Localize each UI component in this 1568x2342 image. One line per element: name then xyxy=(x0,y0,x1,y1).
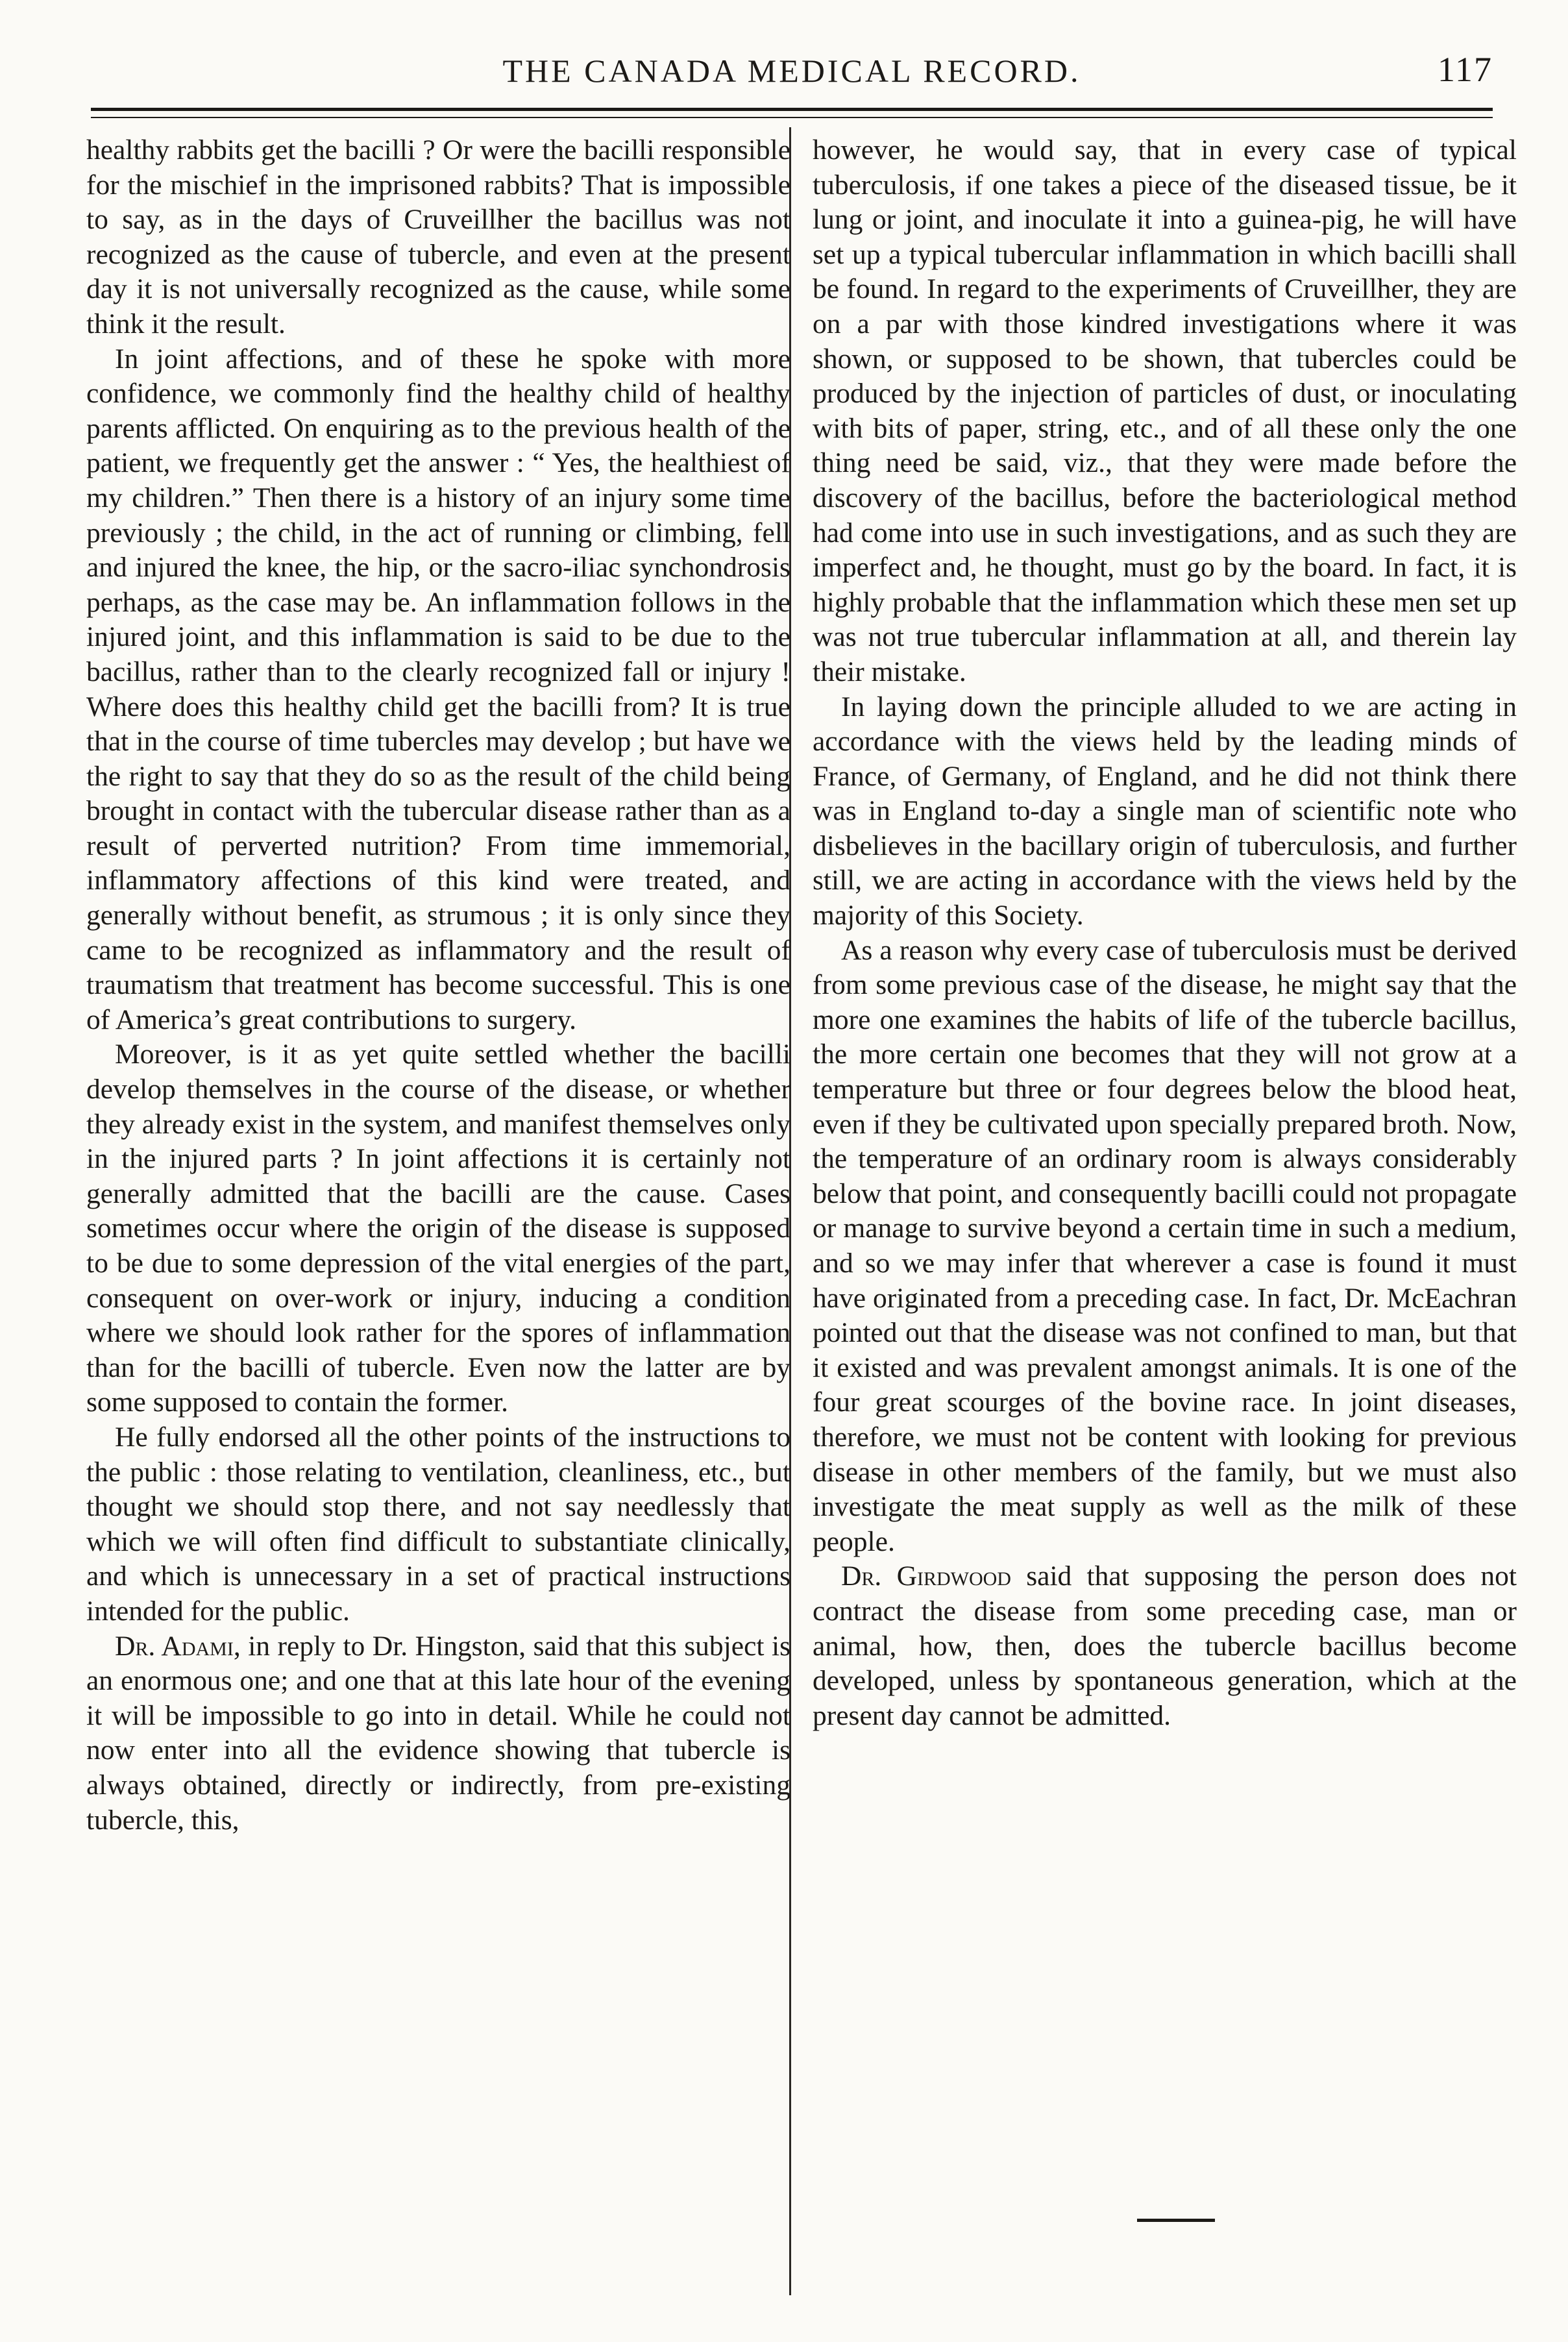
paragraph-text: in reply to Dr. Hingston, said that this subject is an enormous one; and one that at this late hour of the evening it will be impossible to go into in detail. While he could not now enter into all the evidence showing that tubercle is always obtained, directly or indirectly, from pre-existing tubercle, this, xyxy=(86,1630,790,1836)
paragraph: Moreover, is it as yet quite settled whether the bacilli develop themselves in the course of the disease, or whether they already exist in the system, and manifest themselves only in the injured parts ? In joint affections it is certainly not generally admitted that the bacilli are the cause. Cases sometimes occur where the origin of the disease is supposed to be due to some depression of the vital energies of the part, consequent on over-work or injury, inducing a condition where we should look rather for the spores of inflammation than for the bacilli of tubercle. Even now the latter are by some supposed to contain the former. xyxy=(86,1039,790,1418)
left-column xyxy=(86,133,790,1838)
paragraph: In laying down the principle alluded to we are acting in accordance with the views held by the leading minds of France, of Germany, of England, and he did not think there was in England to-day a single man of scientific note who disbelieves in the bacillary origin of tuberculosis, and further still, we are acting in accordance with the views held by the majority of this Society. xyxy=(813,691,1517,931)
paragraph xyxy=(813,1559,1517,1733)
speaker-name: Dr. Girdwood xyxy=(841,1560,1011,1592)
paragraph: As a reason why every case of tuberculosis must be derived from some previous case of the disease, he might say that the more one examines the habits of life of the tubercle bacillus, the more certain one becomes that they will not grow at a temperature but three or four degrees below the blood heat, even if they be cultivated upon specially prepared broth. Now, the temperature of an ordinary room is always considerably below that point, and consequently bacilli could not propagate or manage to survive beyond a certain time in such a medium, and so we may infer that wherever a case is found it must have originated from a preceding case. In fact, Dr. McEachran pointed out that the disease was not confined to man, but that it existed and was prevalent amongst animals. It is one of the four great scourges of the bovine race. In joint diseases, therefore, we must not be content with looking for previous disease in other members of the family, but we must also investigate the meat supply as well as the milk of these people. xyxy=(813,934,1517,1557)
paragraph-text: said that supposing the person does not contract the disease from some preceding case, man or animal, how, then, does the tubercle bacillus become developed, unless by spontaneous generation, which at the present day cannot be admitted. xyxy=(813,1560,1517,1731)
paragraph xyxy=(86,1629,790,1838)
paragraph: He fully endorsed all the other points of the instructions to the public : those relating to ventilation, cleanliness, etc., but thought we should stop there, and not say needlessly that which we will often find difficult to substantiate clinically, and which is unnecessary in a set of practical instructions intended for the public. xyxy=(86,1421,790,1627)
header-rule-thin xyxy=(91,117,1493,118)
page-number: 117 xyxy=(1438,50,1493,89)
section-end-rule xyxy=(1137,2219,1215,2222)
header-rule-thick xyxy=(91,108,1493,111)
journal-title: THE CANADA MEDICAL RECORD. xyxy=(502,53,1081,89)
paragraph: healthy rabbits get the bacilli ? Or were the bacilli responsible for the mischief in the imprisoned rabbits? That is impossible to say, as in the days of Cruveillher the bacillus was not recognized as the cause of tubercle, and even at the present day it is not universally recognized as the cause, while some think it the result. xyxy=(86,134,790,339)
speaker-name: Dr. Adami, xyxy=(115,1630,241,1662)
running-header xyxy=(91,45,1493,104)
right-column xyxy=(813,133,1517,1733)
paragraph: In joint affections, and of these he spoke with more confidence, we commonly find the healthy child of healthy parents afflicted. On enquiring as to the previous health of the patient, we frequently get the answer : “ Yes, the healthiest of my children.” Then there is a history of an injury some time previously ; the child, in the act of running or climbing, fell and injured the knee, the hip, or the sacro-iliac synchondrosis perhaps, as the case may be. An inflammation follows in the injured joint, and this inflammation is said to be due to the bacillus, rather than to the clearly recognized fall or injury ! Where does this healthy child get the bacilli from? It is true that in the course of time tubercles may develop ; but have we the right to say that they do so as the result of the child being brought in contact with the tubercular disease rather than as a result of perverted nutrition? From time immemorial, inflammatory affections of this kind were treated, and generally without benefit, as strumous ; it is only since they came to be recognized as inflammatory and the result of traumatism that treatment has become successful. This is one of America’s great contributions to surgery. xyxy=(86,343,790,1035)
paragraph: however, he would say, that in every case of typical tuberculosis, if one takes a piece of the diseased tissue, be it lung or joint, and inoculate it into a guinea-pig, he will have set up a typical tubercular inflammation in which bacilli shall be found. In regard to the experiments of Cruveillher, they are on a par with those kindred investigations where it was shown, or supposed to be shown, that tubercles could be produced by the injection of particles of dust, or inoculating with bits of paper, string, etc., and of all these only the one thing need be said, viz., that they were made before the discovery of the bacillus, before the bacteriological method had come into use in such investigations, and as such they are imperfect and, he thought, must go by the board. In fact, it is highly probable that the inflammation which these men set up was not true tubercular inflammation at all, and therein lay their mistake. xyxy=(813,134,1517,687)
